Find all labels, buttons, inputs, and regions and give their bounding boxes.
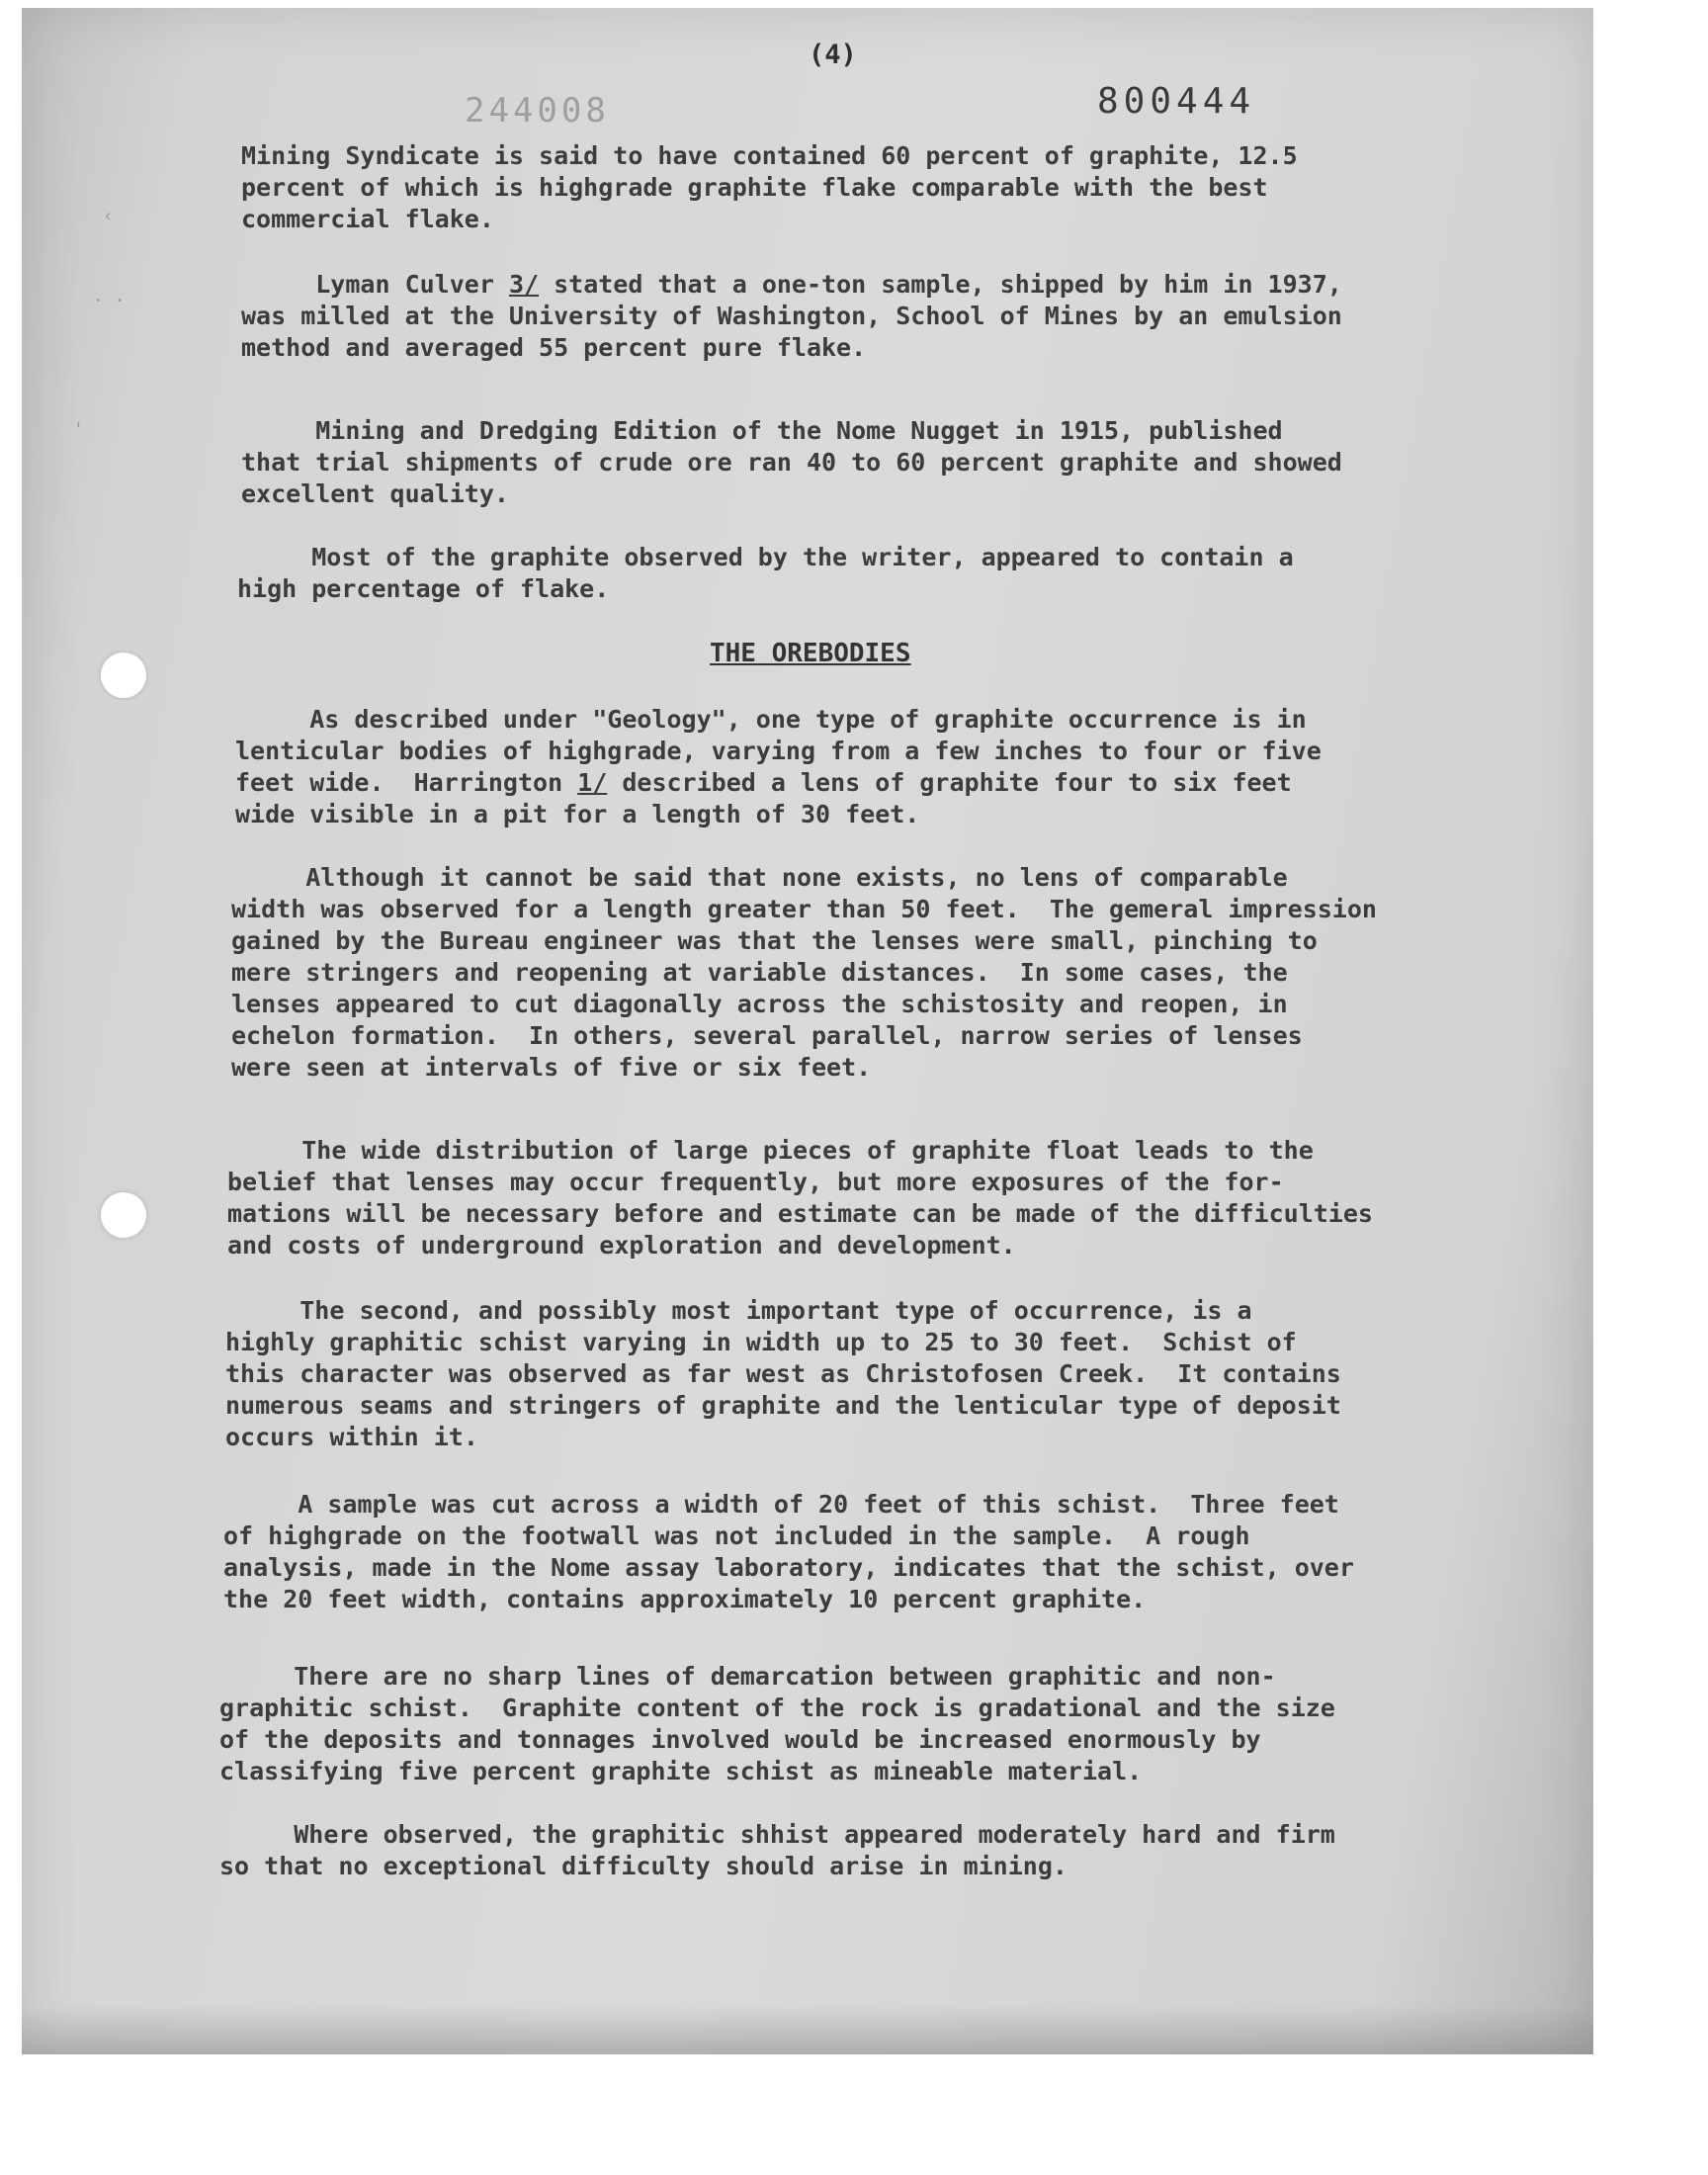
text-line: mations will be necessary before and estimate can be made of the difficulties [227,1199,1373,1228]
paragraph-sample-analysis [223,1489,1354,1615]
margin-mark: · · [93,291,126,311]
text-line: width was observed for a length greater than 50 feet. The gemeral impression [231,895,1377,923]
footnote-reference: 1/ [577,768,608,797]
paragraph-lenticular-bodies [235,704,1322,830]
faint-stamp-number: 244008 [465,91,610,130]
text-line: lenses appeared to cut diagonally across the schistosity and reopen, in [231,990,1288,1018]
text-line: As described under "Geology", one type of graphite occurrence is in [235,705,1307,734]
text-line: There are no sharp lines of demarcation between graphitic and non- [219,1662,1276,1691]
text-line: this character was observed as far west as Christofosen Creek. It contains [225,1359,1341,1388]
text-line: wide visible in a pit for a length of 30 feet. [235,800,920,828]
text-line: Mining and Dredging Edition of the Nome Nugget in 1915, published [241,416,1283,445]
text-line: graphitic schist. Graphite content of the rock is gradational and the size [219,1694,1335,1722]
text-line: feet wide. Harrington [235,768,578,797]
text-line: commercial flake. [241,205,494,233]
text-line: occurs within it. [225,1423,478,1451]
text-line: of highgrade on the footwall was not included in the sample. A rough [223,1522,1250,1550]
text-line: Where observed, the graphitic shhist appeared moderately hard and firm [219,1820,1335,1849]
punch-hole-top [101,652,146,698]
text-line: high percentage of flake. [237,574,610,603]
paragraph-demarcation [219,1661,1335,1787]
text-line: highly graphitic schist varying in width up to 25 to 30 feet. Schist of [225,1328,1297,1356]
text-line: and costs of underground exploration and development. [227,1231,1016,1260]
text-line: of the deposits and tonnages involved would be increased enormously by [219,1725,1261,1754]
document-stamp-number: 800444 [1097,81,1256,122]
text-line: echelon formation. In others, several parallel, narrow series of lenses [231,1021,1303,1050]
paragraph-hardness [219,1819,1335,1882]
text-line: Lyman Culver [241,270,509,299]
text-line: The second, and possibly most important type of occurrence, is a [225,1296,1252,1325]
text-line: A sample was cut across a width of 20 feet of this schist. Three feet [223,1490,1339,1519]
text-line: stated that a one-ton sample, shipped by him in 1937, [539,270,1342,299]
paragraph-graphite-float [227,1135,1373,1262]
text-line: classifying five percent graphite schist as mineable material. [219,1757,1143,1785]
paragraph-writer-observation [237,542,1294,605]
text-line: the 20 feet width, contains approximately 10 percent graphite. [223,1585,1147,1613]
text-line: Although it cannot be said that none exists, no lens of comparable [231,863,1288,892]
text-line: that trial shipments of crude ore ran 40 to 60 percent graphite and showed [241,448,1342,477]
paragraph-graphitic-schist [225,1295,1341,1453]
footnote-reference: 3/ [508,270,540,299]
page-number: (4) [809,40,857,70]
text-line: method and averaged 55 percent pure flake. [241,333,867,362]
text-line: was milled at the University of Washington, School of Mines by an emulsion [241,302,1342,330]
text-line: analysis, made in the Nome assay laboratory, indicates that the schist, over [223,1553,1354,1582]
text-line: so that no exceptional difficulty should arise in mining. [219,1852,1068,1880]
margin-mark: ' [73,419,84,440]
text-line: percent of which is highgrade graphite flake comparable with the best [241,173,1268,202]
text-line: Most of the graphite observed by the writer, appeared to contain a [237,543,1294,571]
text-line: were seen at intervals of five or six feet. [231,1053,872,1082]
text-line: described a lens of graphite four to six feet [607,768,1292,797]
section-heading: THE OREBODIES [710,639,911,668]
text-line: Mining Syndicate is said to have contained 60 percent of graphite, 12.5 [241,141,1298,170]
text-line: mere stringers and reopening at variable distances. In some cases, the [231,958,1288,987]
paragraph-lyman-culver [241,269,1342,364]
text-line: The wide distribution of large pieces of graphite float leads to the [227,1136,1314,1165]
margin-mark: ‹ [103,206,114,226]
text-line: excellent quality. [241,479,509,508]
punch-hole-bottom [101,1192,146,1238]
paragraph-mining-syndicate [241,140,1298,235]
paragraph-nome-nugget [241,415,1342,510]
paragraph-lens-width [231,862,1377,1084]
text-line: numerous seams and stringers of graphite and the lenticular type of deposit [225,1391,1341,1420]
text-line: lenticular bodies of highgrade, varying from a few inches to four or five [235,737,1322,765]
text-line: gained by the Bureau engineer was that the lenses were small, pinching to [231,926,1318,955]
text-line: belief that lenses may occur frequently, but more exposures of the for- [227,1168,1284,1196]
